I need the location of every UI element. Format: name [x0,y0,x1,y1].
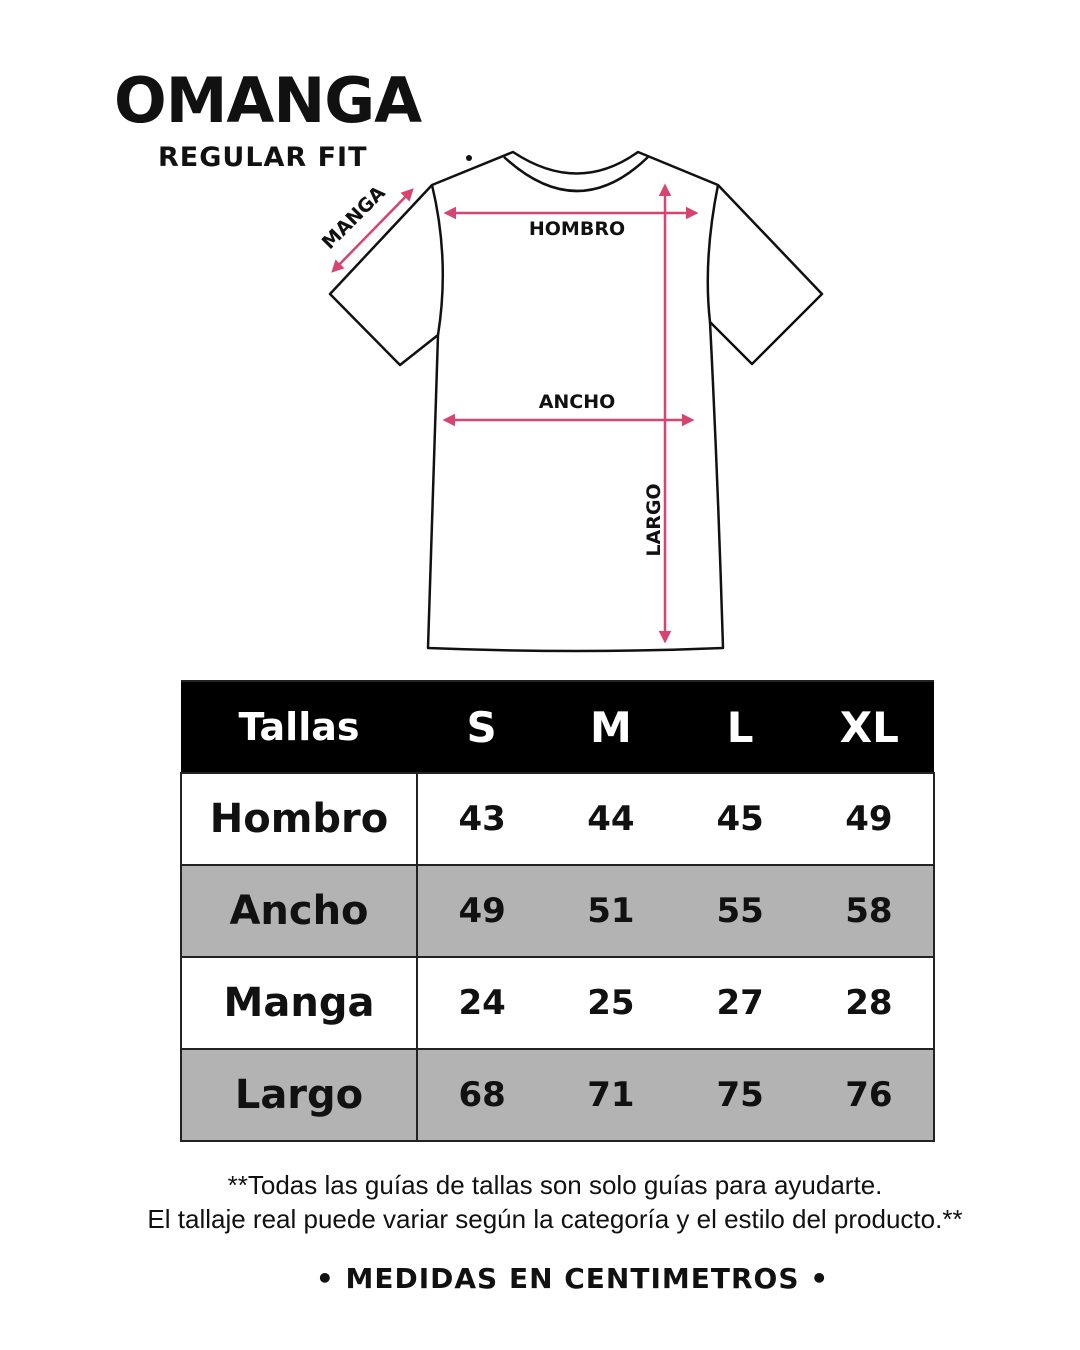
row-label-hombro: Hombro [181,773,417,865]
cell-value: 55 [676,865,805,957]
width-label: ANCHO [538,391,616,413]
cell-value: 44 [546,773,675,865]
size-header-l: L [676,681,805,773]
sleeve-label: MANGA [317,181,390,254]
length-label: LARGO [643,483,665,557]
row-label-manga: Manga [181,957,417,1049]
row-label-ancho: Ancho [181,865,417,957]
size-header-m: M [546,681,675,773]
shoulder-label: HOMBRO [528,218,626,240]
size-header-xl: XL [805,681,934,773]
cell-value: 43 [417,773,546,865]
cell-value: 76 [805,1049,934,1141]
cell-value: 28 [805,957,934,1049]
fit-label: REGULAR FIT [158,142,368,173]
size-table [180,680,935,1142]
disclaimer-line-2: El tallaje real puede variar según la categoría y el estilo del producto.** [147,1204,963,1234]
cell-value: 49 [417,865,546,957]
row-label-largo: Largo [181,1049,417,1141]
tshirt-diagram [300,140,860,670]
brand-logo: OMANGA [114,64,422,137]
disclaimer-line-1: **Todas las guías de tallas son solo guías para ayudarte. [227,1170,883,1200]
units-footer: • MEDIDAS EN CENTIMETROS • [315,1262,830,1295]
cell-value: 75 [676,1049,805,1141]
dot-mark [466,155,472,161]
header-tallas: Tallas [181,681,417,773]
cell-value: 58 [805,865,934,957]
row-largo [181,1049,934,1141]
measurement-arrows [333,186,696,641]
size-header-row [181,681,934,773]
cell-value: 51 [546,865,675,957]
cell-value: 24 [417,957,546,1049]
cell-value: 25 [546,957,675,1049]
row-manga [181,957,934,1049]
size-header-s: S [417,681,546,773]
cell-value: 68 [417,1049,546,1141]
cell-value: 49 [805,773,934,865]
cell-value: 27 [676,957,805,1049]
row-hombro [181,773,934,865]
cell-value: 71 [546,1049,675,1141]
cell-value: 45 [676,773,805,865]
row-ancho [181,865,934,957]
